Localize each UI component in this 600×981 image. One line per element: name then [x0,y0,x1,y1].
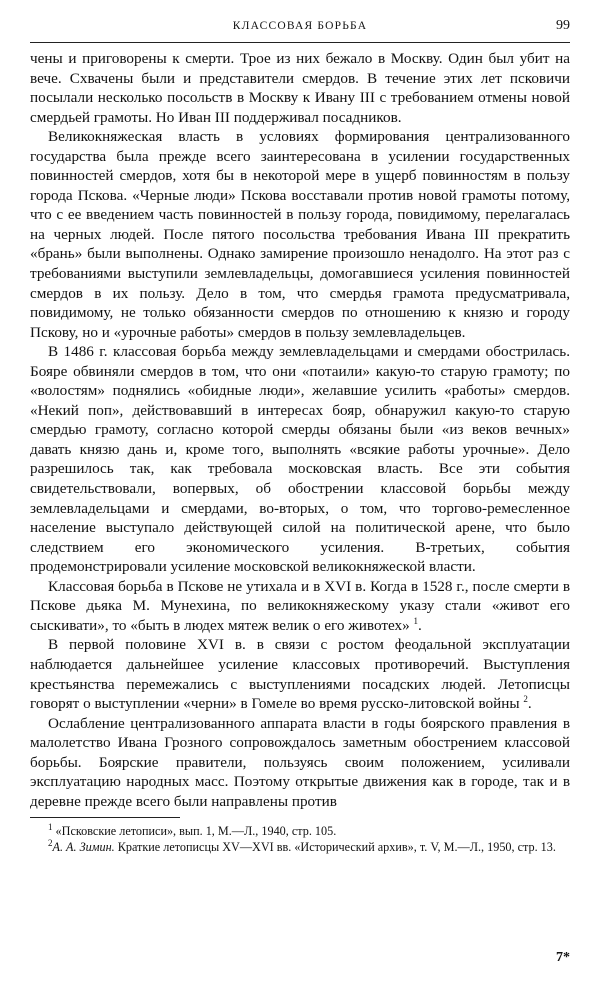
footnote-ref-2[interactable]: 2 [523,693,528,704]
footnote-2-text: Краткие летописцы XV—XVI вв. «Исторический архив», т. V, М.—Л., 1950, стр. 13. [117,840,556,855]
footnote-2-marker: 2 [48,838,53,849]
footnote-1-text: «Псковские летописи», вып. 1, М.—Л., 1940, стр. 105. [55,824,337,839]
footnote-2 [30,839,570,855]
header-rule [30,42,570,43]
paragraph-2: Великокняжеская власть в условиях формирования централизованного государства была прежде всего заинтересована в усилении государственных повинностей смердов, хотя бы в некоторой мере в ущерб повинностям в пользу города Пскова. «Черные люди» Пскова восставали против новой грамоты потому, что с ее введением часть повинностей в пользу города, повидимому, перелагалась на черных людей. После пятого посольства требования Ивана III прекратить «брань» были выполнены. Однако замирение произошло ненадолго. На этот раз с требованиями выступили землевладельцы, домогавшиеся усиления повинностей смердов в их пользу. Дело в том, что смердья грамота предусматривала, повидимому, не только обязанности смердов по отношению к князю и городу Пскову, но и «урочные работы» смердов в пользу землевладельцев. [30,128,570,341]
footnote-1-marker: 1 [48,822,53,833]
body-text [30,49,570,811]
signature-mark: 7* [556,950,570,965]
paragraph-5-text: В первой половине XVI в. в связи с ростом феодальной эксплуатации наблюдается дальнейшее усиление классовых противоречий. Выступления крестьянства перемежались с выступлениями посадских людей. Летописцы говорят о выступлении «черни» в Гомеле во время русско-литовской войны [30,636,570,713]
footnote-1 [30,823,570,839]
footnote-rule [30,817,180,818]
paragraph-4: Классовая борьба в Пскове не утихала и в XVI в. Когда в 1528 г., после смерти в Пскове дьяка М. Мунехина, по великокняжескому указу стали «живот его сыскивати», то «быть в людех мятеж велик о его животех» $^1$. [30,577,570,634]
footnotes [30,823,570,855]
paragraph-3: В 1486 г. классовая борьба между землевладельцами и смердами обострилась. Бояре обвиняли смердов в том, что они «потаили» какую-то старую грамоту; по «волостям» поднялись «обидные люди», желавшие усилить «работы» смердов. «Некий поп», действовавший в интересах бояр, обнаружил какую-то старую смердью грамоту, согласно которой смерды обязаны были «из веков вечных» давать князю дань и, кроме того, выполнять «всякие работы урочные». Дело разрешилось так, как требовала московская власть. Все эти события свидетельствовали, вопервых, об обострении классовой борьбы между землевладельцами и смердами, во-вторых, о том, что торгово-ремесленное население выступало действующей силой на политической арене, что было следствием его экономического усиления. В-третьих, события продемонстрировали усиление московской великокняжеской власти. [30,343,570,576]
running-header [30,16,570,38]
paragraph-6: Ослабление централизованного аппарата власти в годы боярского правления в малолетство Ивана Грозного сопровождалось заметным обострением классовой борьбы. Боярские правители, пользуясь своим положением, усиливали эксплуатацию народных масс. Поэтому открытые движения как в городе, так и в деревне прежде всего были направлены против [30,714,570,810]
paragraph-1: чены и приговорены к смерти. Трое из них бежало в Москву. Один был убит на вече. Схвачены были и представители смердов. В течение этих лет псковичи посылали несколько посольств в Москву к Ивану III с требованием отмены новой смердьей грамоты. Но Иван III поддерживал посадников. [30,50,570,126]
paragraph-5: В первой половине XVI в. в связи с ростом феодальной эксплуатации наблюдается дальнейшее усиление классовых противоречий. Выступления крестьянства перемежались с выступлениями посадских людей. Летописцы говорят о выступлении «черни» в Гомеле во время русско-литовской войны $^2$. [30,636,570,713]
footnote-ref-1[interactable]: 1 [413,615,419,626]
footnote-2-author: А. А. Зимин. [52,840,115,855]
page-number: 99 [556,18,570,33]
paragraph-4-text: Классовая борьба в Пскове не утихала и в XVI в. Когда в 1528 г., после смерти в Пскове дьяка М. Мунехина, по великокняжескому указу стали «живот его сыскивати», то «быть в людех мятеж велик о его животех» [30,577,570,634]
running-head-title: КЛАССОВАЯ БОРЬБА [232,20,368,32]
